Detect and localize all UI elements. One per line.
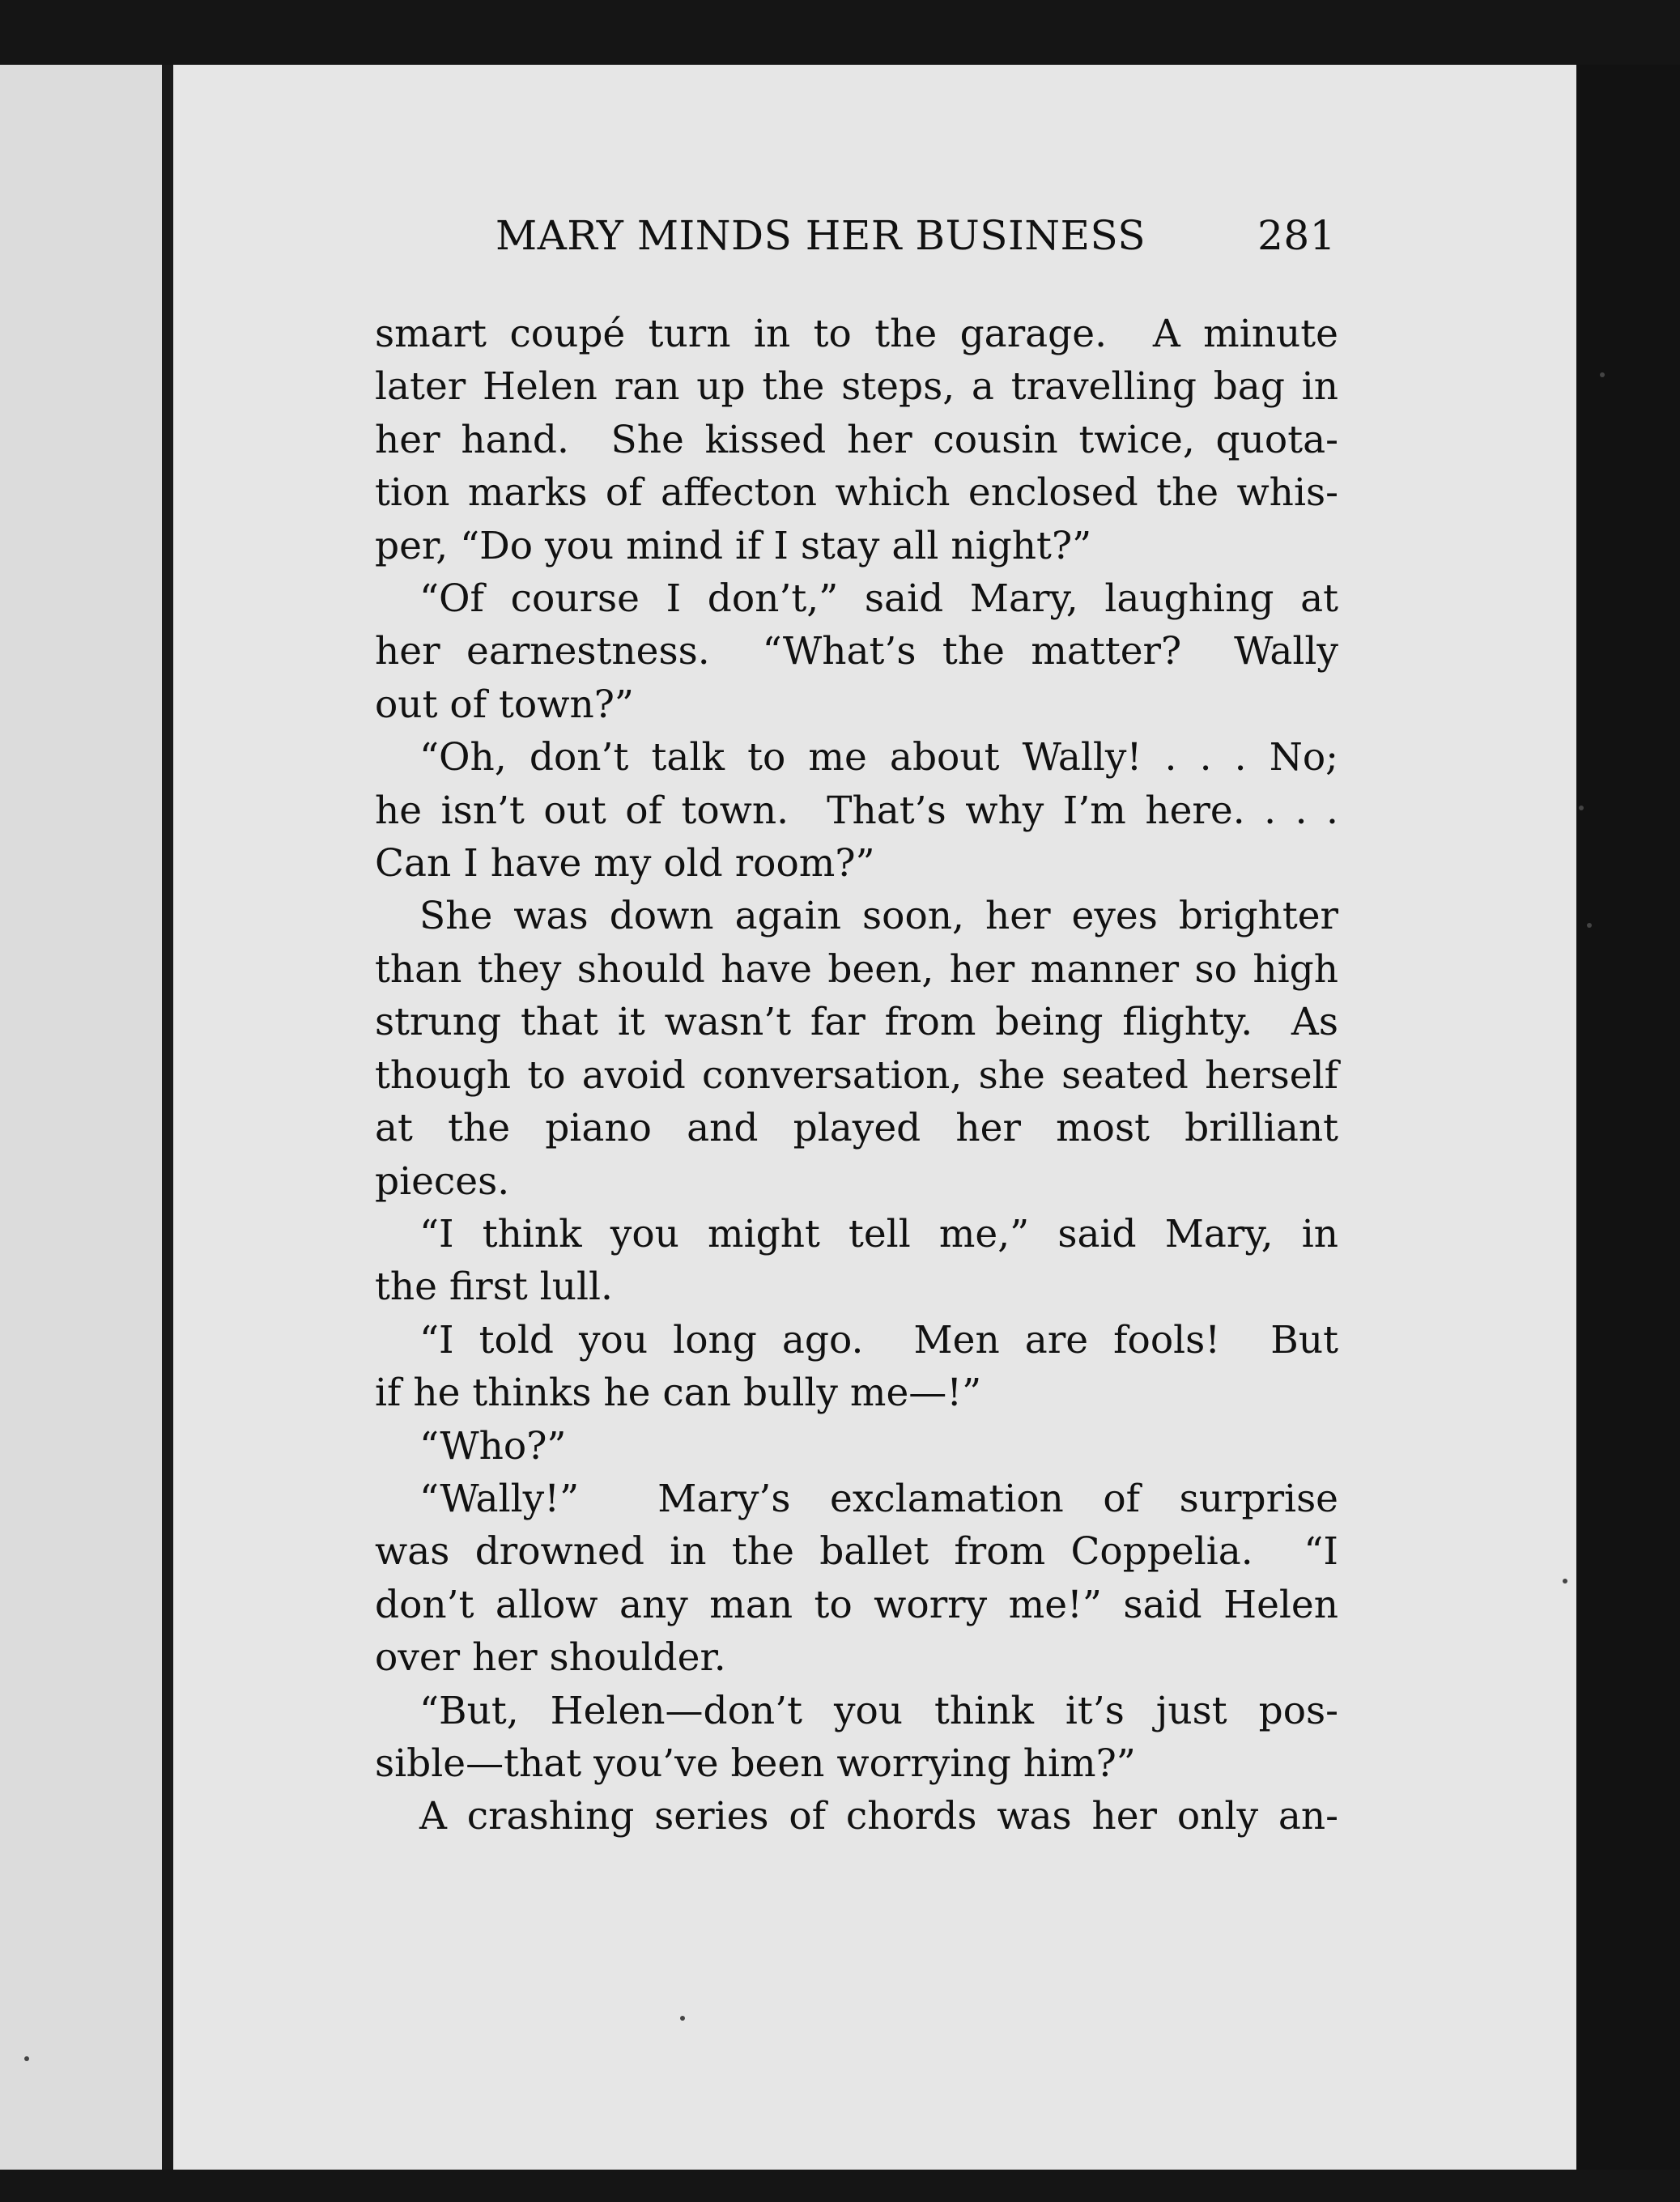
running-head (495, 212, 1336, 259)
text-line: he isn’t out of town. That’s why I’m here. . . . (375, 788, 1338, 833)
text-line: out of town?” (375, 682, 634, 727)
text-line: than they should have been, her manner so high (375, 946, 1338, 992)
text-line: her hand. She kissed her cousin twice, quota- (375, 417, 1338, 462)
text-line: pieces. (375, 1158, 510, 1204)
body-text (375, 308, 1338, 1843)
text-line: though to avoid conversation, she seated herself (375, 1052, 1338, 1098)
text-line: “But, Helen—don’t you think it’s just pos- (419, 1688, 1338, 1733)
text-line: She was down again soon, her eyes brighter (419, 894, 1338, 939)
text-line: “I told you long ago. Men are fools! But (419, 1317, 1338, 1362)
text-line: sible—that you’ve been worrying him?” (375, 1741, 1136, 1786)
gutter-line (162, 65, 173, 2170)
scan-speck (24, 2056, 29, 2061)
running-head-title: MARY MINDS HER BUSINESS (495, 212, 1146, 259)
scan-speck (1579, 806, 1584, 810)
text-line: don’t allow any man to worry me!” said Helen (375, 1582, 1338, 1627)
text-line: “I think you might tell me,” said Mary, in (419, 1211, 1338, 1256)
scan-speck (1587, 923, 1592, 928)
text-line: if he thinks he can bully me—!” (375, 1371, 982, 1416)
left-page-edge (0, 65, 162, 2170)
page-number: 281 (1257, 212, 1336, 259)
text-line: her earnestness. “What’s the matter? Wally (375, 629, 1338, 674)
text-line: “Oh, don’t talk to me about Wally! . . . No; (419, 735, 1338, 780)
text-line: tion marks of affecton which enclosed the whis- (375, 470, 1338, 516)
text-line: later Helen ran up the steps, a travelling bag in (375, 364, 1338, 410)
text-line: Can I have my old room?” (375, 841, 875, 886)
text-line: “Who?” (419, 1423, 567, 1469)
scan-speck (680, 2016, 685, 2021)
scan-speck (1563, 1579, 1567, 1583)
scan-speck (1600, 372, 1605, 377)
text-line: per, “Do you mind if I stay all night?” (375, 523, 1092, 568)
dark-page-edge (1576, 65, 1680, 2170)
text-line: the first lull. (375, 1265, 613, 1310)
text-line: over her shoulder. (375, 1635, 726, 1681)
text-line: A crashing series of chords was her only an- (419, 1794, 1338, 1839)
text-line: “Of course I don’t,” said Mary, laughing at (419, 576, 1338, 622)
text-line: “Wally!” Mary’s exclamation of surprise (419, 1476, 1338, 1521)
text-line: smart coupé turn in to the garage. A minute (375, 312, 1338, 356)
text-line: at the piano and played her most brilliant (375, 1106, 1338, 1151)
text-line: strung that it wasn’t far from being flighty. As (375, 1000, 1338, 1045)
text-line: was drowned in the ballet from Coppelia. “I (375, 1529, 1338, 1575)
